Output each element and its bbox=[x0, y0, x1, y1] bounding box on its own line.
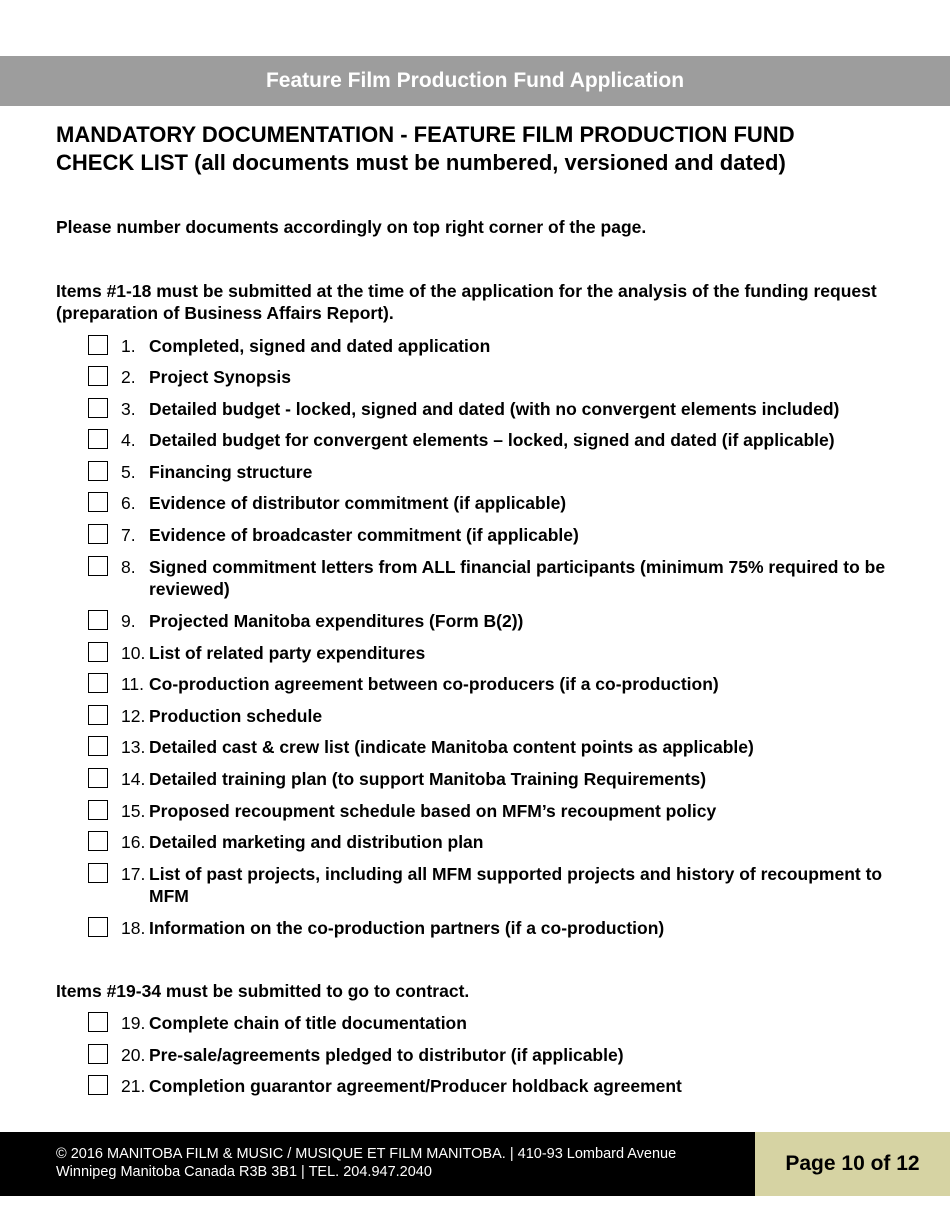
item-text: Complete chain of title documentation bbox=[149, 1013, 467, 1033]
item-text: Financing structure bbox=[149, 462, 313, 482]
footer-contact bbox=[56, 1145, 676, 1181]
item-number: 8. bbox=[121, 557, 136, 577]
checkbox[interactable] bbox=[88, 831, 108, 851]
section2-intro: Items #19-34 must be submitted to go to contract. bbox=[56, 981, 470, 1001]
checklist-item bbox=[88, 1075, 898, 1097]
item-number: 17. bbox=[121, 864, 146, 884]
checkbox[interactable] bbox=[88, 492, 108, 512]
item-text: Detailed marketing and distribution plan bbox=[149, 832, 484, 852]
checkbox[interactable] bbox=[88, 429, 108, 449]
item-text: Detailed budget - locked, signed and dated (with no convergent elements included) bbox=[149, 399, 840, 419]
checklist-item bbox=[88, 1044, 898, 1066]
item-number: 12. bbox=[121, 706, 146, 726]
checklist-item bbox=[88, 917, 898, 939]
item-number: 15. bbox=[121, 801, 146, 821]
checklist-item bbox=[88, 800, 898, 822]
checkbox[interactable] bbox=[88, 768, 108, 788]
page-number-box bbox=[755, 1132, 950, 1196]
footer-line-1: © 2016 MANITOBA FILM & MUSIC / MUSIQUE ET FILM MANITOBA. | 410-93 Lombard Avenue bbox=[56, 1146, 677, 1162]
checkbox[interactable] bbox=[88, 366, 108, 386]
item-text: Completion guarantor agreement/Producer holdback agreement bbox=[149, 1076, 682, 1096]
checkbox[interactable] bbox=[88, 461, 108, 481]
checkbox[interactable] bbox=[88, 1075, 108, 1095]
item-number: 2. bbox=[121, 367, 136, 387]
checklist-item bbox=[88, 863, 898, 907]
item-text: Detailed training plan (to support Manitoba Training Requirements) bbox=[149, 769, 707, 789]
checklist-item bbox=[88, 673, 898, 695]
item-number: 6. bbox=[121, 493, 136, 513]
checklist-item bbox=[88, 366, 898, 388]
item-text: Projected Manitoba expenditures (Form B(2)) bbox=[149, 611, 524, 631]
item-number: 21. bbox=[121, 1076, 146, 1096]
checklist-item bbox=[88, 398, 898, 420]
checklist-item bbox=[88, 524, 898, 546]
checkbox[interactable] bbox=[88, 800, 108, 820]
checkbox[interactable] bbox=[88, 556, 108, 576]
checklist-item bbox=[88, 461, 898, 483]
checkbox[interactable] bbox=[88, 705, 108, 725]
item-number: 9. bbox=[121, 611, 136, 631]
item-number: 3. bbox=[121, 399, 136, 419]
checkbox[interactable] bbox=[88, 863, 108, 883]
footer-line-2: Winnipeg Manitoba Canada R3B 3B1 | TEL. 204.947.2040 bbox=[56, 1164, 432, 1180]
section1-intro: Items #1-18 must be submitted at the time of the application for the analysis of the funding request (preparation of Business Affairs Report). bbox=[56, 281, 877, 323]
checklist-item bbox=[88, 610, 898, 632]
checkbox[interactable] bbox=[88, 917, 108, 937]
item-number: 16. bbox=[121, 832, 146, 852]
item-number: 7. bbox=[121, 525, 136, 545]
checkbox[interactable] bbox=[88, 524, 108, 544]
checkbox[interactable] bbox=[88, 736, 108, 756]
checkbox[interactable] bbox=[88, 335, 108, 355]
page-title-line-2: CHECK LIST (all documents must be numbered, versioned and dated) bbox=[56, 150, 786, 175]
item-text: Detailed cast & crew list (indicate Manitoba content points as applicable) bbox=[149, 737, 754, 757]
checklist-item bbox=[88, 736, 898, 758]
checkbox[interactable] bbox=[88, 610, 108, 630]
checklist-item bbox=[88, 429, 898, 451]
item-number: 11. bbox=[121, 674, 145, 694]
checkbox[interactable] bbox=[88, 1012, 108, 1032]
checkbox[interactable] bbox=[88, 642, 108, 662]
item-text: Pre-sale/agreements pledged to distributor (if applicable) bbox=[149, 1045, 624, 1065]
item-number: 14. bbox=[121, 769, 146, 789]
item-number: 1. bbox=[121, 336, 136, 356]
item-number: 18. bbox=[121, 918, 146, 938]
item-number: 13. bbox=[121, 737, 146, 757]
item-number: 20. bbox=[121, 1045, 146, 1065]
item-text: Completed, signed and dated application bbox=[149, 336, 491, 356]
checklist-item bbox=[88, 335, 898, 357]
footer bbox=[0, 1132, 950, 1196]
item-text: Evidence of broadcaster commitment (if applicable) bbox=[149, 525, 579, 545]
checklist-item bbox=[88, 768, 898, 790]
item-text: Production schedule bbox=[149, 706, 323, 726]
checklist-item bbox=[88, 1012, 898, 1034]
checklist-item bbox=[88, 492, 898, 514]
checklist-item bbox=[88, 642, 898, 664]
item-text: List of related party expenditures bbox=[149, 643, 426, 663]
checkbox[interactable] bbox=[88, 398, 108, 418]
instruction-text: Please number documents accordingly on top right corner of the page. bbox=[56, 217, 647, 237]
page-title-line-1: MANDATORY DOCUMENTATION - FEATURE FILM PRODUCTION FUND bbox=[56, 122, 795, 147]
header-banner bbox=[0, 56, 950, 106]
page-number: Page 10 of 12 bbox=[785, 1152, 920, 1175]
banner-title: Feature Film Production Fund Application bbox=[265, 69, 685, 92]
checkbox[interactable] bbox=[88, 673, 108, 693]
checkbox[interactable] bbox=[88, 1044, 108, 1064]
item-text: Co-production agreement between co-producers (if a co-production) bbox=[149, 674, 719, 694]
item-text: Project Synopsis bbox=[149, 367, 291, 387]
item-text: Detailed budget for convergent elements – locked, signed and dated (if applicable) bbox=[149, 430, 835, 450]
item-number: 19. bbox=[121, 1013, 146, 1033]
item-number: 4. bbox=[121, 430, 136, 450]
item-text: Information on the co-production partners (if a co-production) bbox=[149, 918, 665, 938]
checklist-item bbox=[88, 705, 898, 727]
page-title bbox=[56, 121, 916, 177]
checklist-item bbox=[88, 831, 898, 853]
checklist-item bbox=[88, 556, 898, 600]
item-text: Evidence of distributor commitment (if applicable) bbox=[149, 493, 567, 513]
item-number: 10. bbox=[121, 643, 146, 663]
item-text: Signed commitment letters from ALL financial participants (minimum 75% required to be reviewed) bbox=[149, 557, 886, 599]
item-text: List of past projects, including all MFM supported projects and history of recoupment to MFM bbox=[149, 864, 883, 906]
item-text: Proposed recoupment schedule based on MFM’s recoupment policy bbox=[149, 801, 717, 821]
item-number: 5. bbox=[121, 462, 136, 482]
